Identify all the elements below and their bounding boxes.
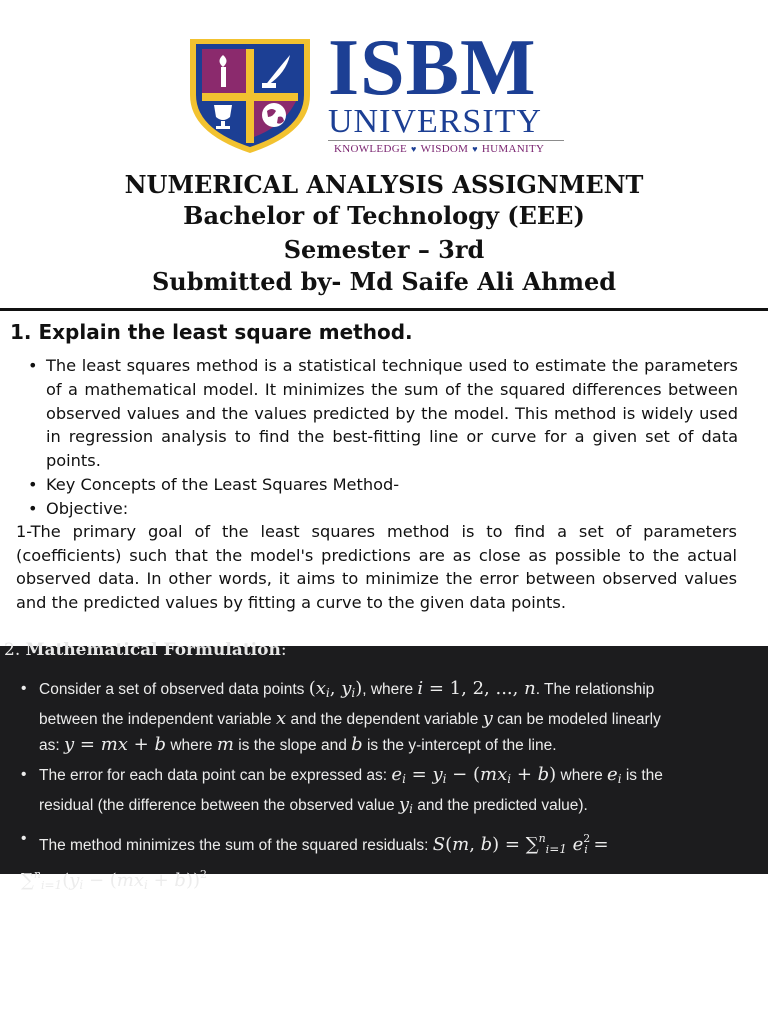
heart-icon: ♥ [410,144,417,154]
tagline-divider [328,140,564,141]
math-expression: ($x_i$, $y_i$) [308,678,363,700]
list-item-text: , where [362,681,414,698]
math-expression: $y_i$ [398,794,413,816]
list-item [22,497,738,521]
list-item [21,826,766,898]
list-item-text: and the predicted value). [417,797,588,814]
assignment-titles [0,170,768,296]
list-item [21,762,766,822]
list-item-text: The error for each data point can be expressed as: [39,767,388,784]
list-item-text: The method minimizes the sum of the squared residuals: [39,837,429,854]
math-expression: y = mx + b [64,734,166,755]
list-item-text: Consider a set of observed data points [39,681,305,698]
list-item-text: . The relationship [535,681,655,698]
math-expression: y [482,708,493,729]
brand-subtitle: UNIVERSITY [328,103,542,140]
math-expression: b [351,734,363,755]
list-item-text: is the y-intercept of the line. [366,737,557,754]
math-expression: $\sum^n_{i=1}(y_i - (mx_i + b))^2$ [21,868,207,892]
heart-icon: ♥ [472,144,478,154]
bullet-icon: • [28,356,38,375]
question-heading: 1. Explain the least square method. [10,320,413,344]
formulation-panel [0,640,768,892]
list-item-text: residual (the difference between the observed value [39,797,395,814]
tagline-word: HUMANITY [481,143,545,155]
list-item-text: and the dependent variable [290,711,479,728]
tagline-word: WISDOM [420,143,469,155]
bullet-icon: • [21,830,27,847]
math-expression: m [216,734,234,755]
math-expression: $e_i = y_i - (mx_i + b)$ [391,764,557,786]
list-item-text: where [560,767,603,784]
math-expression: $e_i$ [607,764,622,786]
list-item [22,354,738,473]
math-expression: x [276,708,287,729]
list-item-text: The least squares method is a statistical technique used to estimate the parameters of a mathematical model. It minimizes the sum of the squared differences between observed values and the values predicted by the model. This method is widely used in regression analysis to find the best-fitting line or curve for a given set of data points. [46,356,738,471]
section-title: Mathematical Formulation [25,640,281,660]
section-number: 2. [4,640,21,660]
bullet-icon: • [21,680,27,697]
list-item-text: as: [39,737,60,754]
math-expression: i = 1, 2, ..., n [417,678,536,699]
bullet-icon: • [21,766,27,783]
assignment-title: NUMERICAL ANALYSIS ASSIGNMENT [124,170,644,199]
university-logo [186,24,566,158]
objective-paragraph: 1-The primary goal of the least squares method is to find a set of parameters (coefficients) such that the model's predictions are as close as possible to the actual observed data. In other words, it aims to minimize the error between observed values and the predicted values by fitting a curve to the given data points. [16,522,737,612]
list-item-text: is the [625,767,663,784]
list-item-text: is the slope and [238,737,347,754]
section-heading: 2. Mathematical Formulation: [4,640,287,660]
list-item-text: can be modeled linearly [497,711,661,728]
list-item-text: where [170,737,213,754]
tagline-word: KNOWLEDGE [334,143,407,155]
bullet-list [22,354,738,521]
tagline [334,143,544,155]
bullet-icon: • [28,498,38,518]
list-item-text: Key Concepts of the Least Squares Method- [46,474,400,494]
semester-title: Semester – 3rd [283,235,485,264]
list-item-text: Objective: [46,498,129,518]
math-expression: S(m, b) = ∑$^n_{i=1}$ $e^2_i$ = [432,832,609,856]
horizontal-divider [0,308,768,311]
list-item-text: between the independent variable [39,711,272,728]
list-item [21,676,766,758]
bullet-icon: • [28,474,38,494]
program-title: Bachelor of Technology (EEE) [183,201,585,230]
shield-crest-icon [186,33,314,155]
brand-name: ISBM [328,24,537,112]
list-item [22,473,738,497]
submitted-by: Submitted by- Md Saife Ali Ahmed [151,267,617,296]
